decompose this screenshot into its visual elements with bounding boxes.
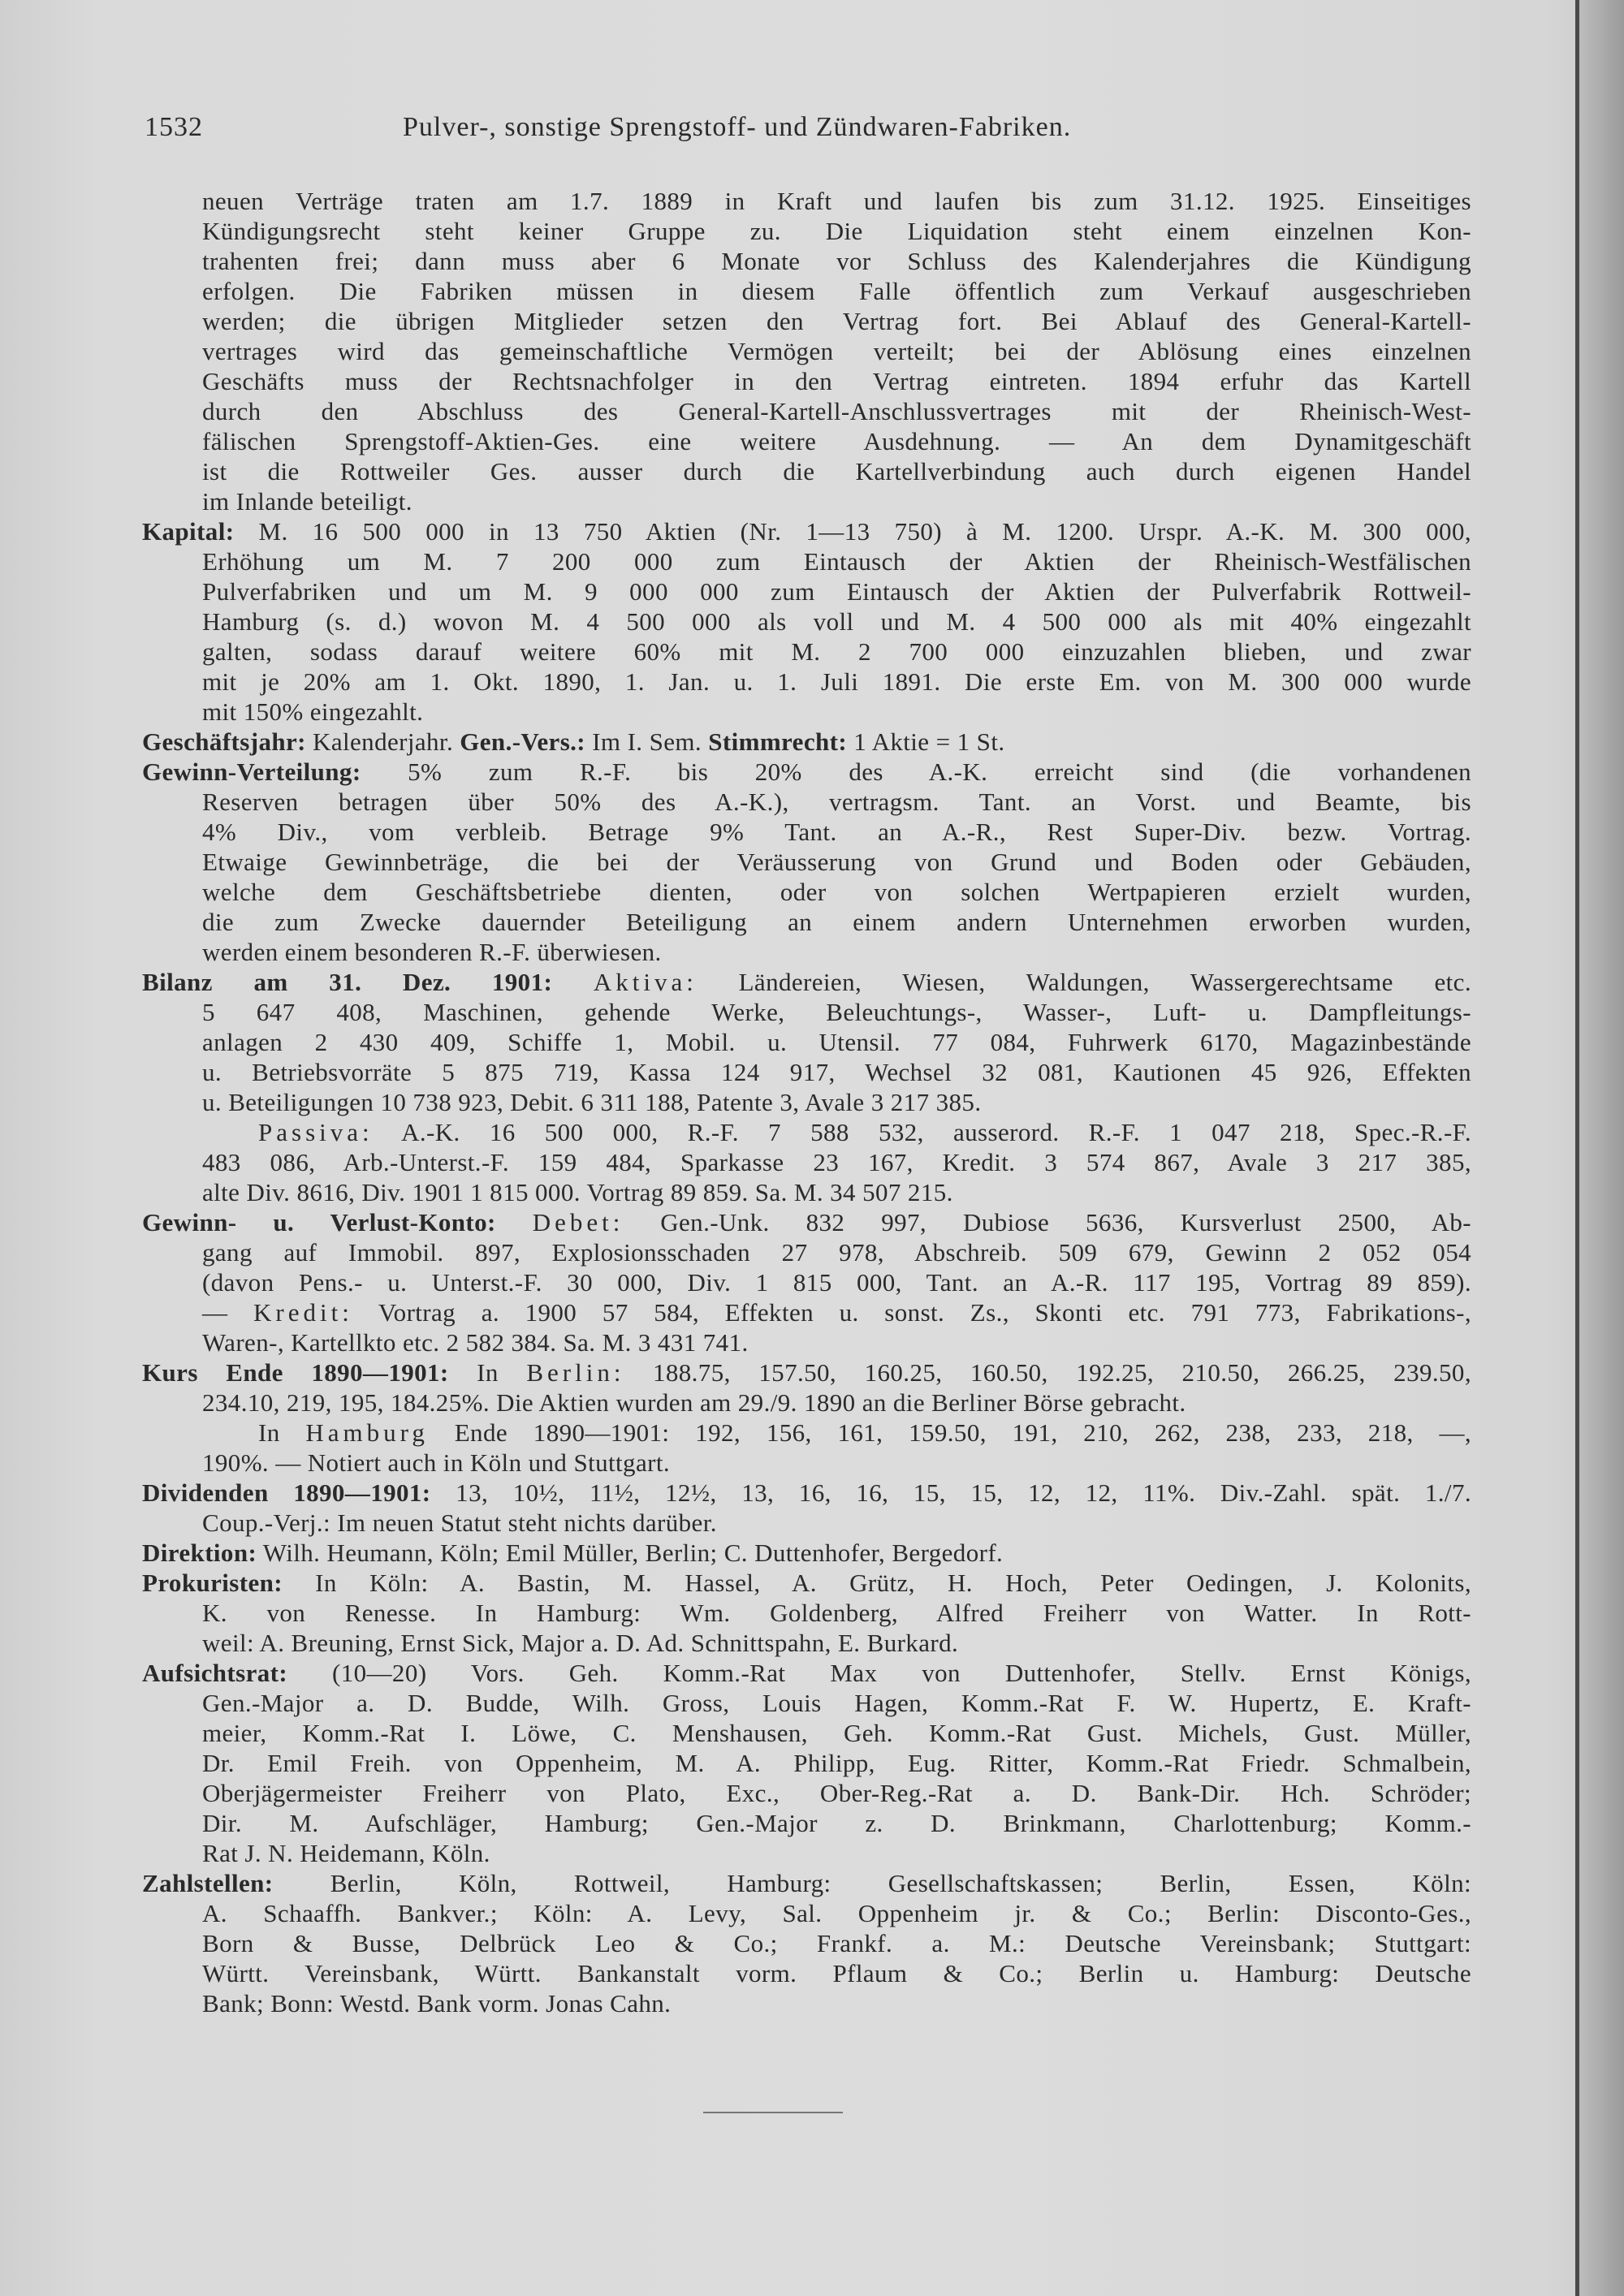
text-line [142, 877, 1471, 907]
text-line [142, 366, 1471, 396]
text-line [142, 276, 1471, 306]
text-line [142, 1718, 1471, 1748]
page-body [142, 186, 1471, 2018]
text-run: Hamburg (s. d.) wovon M. 4 500 000 als voll und M. 4 500 000 als mit 40% eingezahlt [202, 607, 1471, 636]
text-run: ist die Rottweiler Ges. ausser durch die Kartellverbindung auch durch eigenen Handel [202, 457, 1471, 486]
text-line [142, 1027, 1471, 1057]
section-label: Stimmrecht: [708, 727, 848, 756]
text-line [142, 1898, 1471, 1928]
text-run: trahenten frei; dann muss aber 6 Monate vor Schluss des Kalenderjahres die Kündigung [202, 247, 1471, 275]
text-run: werden einem besonderen R.-F. überwiesen. [202, 938, 662, 966]
text-line [142, 907, 1471, 937]
text-line [142, 1568, 1471, 1598]
section-dividenden [142, 1478, 1471, 1538]
section-zahlstellen [142, 1868, 1471, 2018]
text-run: 188.75, 157.50, 160.25, 160.50, 192.25, 210.50, 266.25, 239.50, [624, 1358, 1471, 1387]
text-line [142, 306, 1471, 336]
text-run: Gen.-Unk. 832 997, Dubiose 5636, Kursverlust 2500, Ab- [624, 1208, 1472, 1236]
text-line [142, 1508, 1471, 1538]
text-line [142, 727, 1471, 757]
text-run: Bank; Bonn: Westd. Bank vorm. Jonas Cahn. [202, 1989, 672, 2018]
text-line [142, 637, 1471, 667]
section-intro [142, 186, 1471, 516]
text-run: In [448, 1358, 527, 1387]
text-run: M. 16 500 000 in 13 750 Aktien (Nr. 1—13 750) à M. 1200. Urspr. A.-K. M. 300 000, [234, 517, 1471, 546]
section-label: Bilanz am 31. Dez. 1901: [142, 968, 553, 996]
text-run: Wilh. Heumann, Köln; Emil Müller, Berlin; C. Duttenhofer, Bergedorf. [257, 1539, 1004, 1567]
section-prokuristen [142, 1568, 1471, 1658]
text-run: fälischen Sprengstoff-Aktien-Ges. eine weitere Ausdehnung. — An dem Dynamitgeschäft [202, 427, 1471, 455]
page-header [145, 112, 1476, 148]
text-run: 5 647 408, Maschinen, gehende Werke, Beleuchtungs-, Wasser-, Luft- u. Dampfleitungs- [202, 998, 1471, 1026]
text-run: werden; die übrigen Mitglieder setzen den Vertrag fort. Bei Ablauf des General-Kartell- [202, 307, 1471, 335]
text-run: Coup.-Verj.: Im neuen Statut steht nichts darüber. [202, 1508, 717, 1537]
text-line [142, 336, 1471, 366]
text-run: Vortrag a. 1900 57 584, Effekten u. sonst. Zs., Skonti etc. 791 773, Fabrikations-, [352, 1298, 1471, 1327]
text-line [142, 1388, 1471, 1418]
section-bilanz [142, 967, 1471, 1207]
text-run: neuen Verträge traten am 1.7. 1889 in Kraft und laufen bis zum 31.12. 1925. Einseitiges [202, 187, 1471, 215]
text-line [142, 1057, 1471, 1087]
text-line [142, 1988, 1471, 2018]
text-run: Rat J. N. Heidemann, Köln. [202, 1839, 490, 1867]
text-line [142, 757, 1471, 787]
text-line [142, 937, 1471, 967]
section-kapital [142, 516, 1471, 727]
text-run: vertrages wird das gemeinschaftliche Vermögen verteilt; bei der Ablösung eines einzelnen [202, 337, 1471, 365]
spaced-heading: Hamburg [305, 1418, 429, 1447]
text-run: welche dem Geschäftsbetriebe dienten, oder von solchen Wertpapieren erzielt wurden, [202, 878, 1471, 906]
text-line [142, 186, 1471, 216]
text-run: Etwaige Gewinnbeträge, die bei der Veräusserung von Grund und Boden oder Gebäuden, [202, 848, 1471, 876]
text-run: Kalenderjahr. [305, 727, 460, 756]
text-run: erfolgen. Die Fabriken müssen in diesem Falle öffentlich zum Verkauf ausgeschrieben [202, 277, 1471, 305]
section-label: Prokuristen: [142, 1569, 283, 1597]
text-line [142, 1838, 1471, 1868]
text-run: 1 Aktie = 1 St. [847, 727, 1005, 756]
text-run: Geschäfts muss der Rechtsnachfolger in den Vertrag eintreten. 1894 erfuhr das Kartell [202, 367, 1471, 395]
text-line [142, 1297, 1471, 1327]
text-run: Dr. Emil Freih. von Oppenheim, M. A. Philipp, Eug. Ritter, Komm.-Rat Friedr. Schmalbein, [202, 1749, 1471, 1777]
end-rule [703, 2112, 843, 2113]
spaced-heading: Berlin: [526, 1358, 625, 1387]
text-line [142, 486, 1471, 516]
section-gewinn-verteilung [142, 757, 1471, 967]
page-number: 1532 [145, 112, 203, 142]
text-line [142, 1778, 1471, 1808]
text-run: 483 086, Arb.-Unterst.-F. 159 484, Sparkasse 23 167, Kredit. 3 574 867, Avale 3 217 385, [202, 1148, 1471, 1176]
text-line [142, 817, 1471, 847]
text-line [142, 967, 1471, 997]
text-line [142, 1538, 1471, 1568]
section-geschaeftsjahr [142, 727, 1471, 757]
text-line [142, 847, 1471, 877]
text-line [142, 456, 1471, 486]
text-run: (10—20) Vors. Geh. Komm.-Rat Max von Duttenhofer, Stellv. Ernst Königs, [287, 1659, 1471, 1687]
text-run: 234.10, 219, 195, 184.25%. Die Aktien wurden am 29./9. 1890 an die Berliner Börse gebracht. [202, 1388, 1186, 1417]
text-run: durch den Abschluss des General-Kartell-Anschlussvertrages mit der Rheinisch-West- [202, 397, 1471, 425]
text-run: meier, Komm.-Rat I. Löwe, C. Menshausen, Geh. Komm.-Rat Gust. Michels, Gust. Müller, [202, 1719, 1471, 1747]
text-run: Erhöhung um M. 7 200 000 zum Eintausch der Aktien der Rheinisch-Westfälischen [202, 547, 1471, 576]
running-title: Pulver-, sonstige Sprengstoff- und Zündwaren-Fabriken. [403, 112, 1072, 142]
section-label: Geschäftsjahr: [142, 727, 306, 756]
text-run: anlagen 2 430 409, Schiffe 1, Mobil. u. Utensil. 77 084, Fuhrwerk 6170, Magazinbestände [202, 1028, 1471, 1056]
section-label: Kurs Ende 1890—1901: [142, 1358, 449, 1387]
text-line [142, 1418, 1471, 1448]
text-line [142, 1448, 1471, 1478]
text-run: mit je 20% am 1. Okt. 1890, 1. Jan. u. 1. Juli 1891. Die erste Em. von M. 300 000 wurde [202, 667, 1471, 696]
section-label: Gewinn-Verteilung: [142, 757, 361, 786]
text-run: Berlin, Köln, Rottweil, Hamburg: Gesellschaftskassen; Berlin, Essen, Köln: [273, 1869, 1471, 1897]
text-run: A.-K. 16 500 000, R.-F. 7 588 532, ausserord. R.-F. 1 047 218, Spec.-R.-F. [373, 1118, 1471, 1146]
text-run [552, 968, 594, 996]
text-run [496, 1208, 533, 1236]
text-line [142, 667, 1471, 697]
text-run: galten, sodass darauf weitere 60% mit M. 2 700 000 einzuzahlen blieben, und zwar [202, 637, 1471, 666]
text-line [142, 697, 1471, 727]
section-aufsichtsrat [142, 1658, 1471, 1868]
text-line [142, 1598, 1471, 1628]
text-line [142, 1928, 1471, 1958]
text-line [142, 1207, 1471, 1237]
text-run: (davon Pens.- u. Unterst.-F. 30 000, Div. 1 815 000, Tant. an A.-R. 117 195, Vortrag 89 859). [202, 1268, 1471, 1297]
text-run: Born & Busse, Delbrück Leo & Co.; Frankf. a. M.: Deutsche Vereinsbank; Stuttgart: [202, 1929, 1471, 1957]
text-line [142, 396, 1471, 426]
text-run: 190%. — Notiert auch in Köln und Stuttgart. [202, 1448, 670, 1477]
text-run: mit 150% eingezahlt. [202, 697, 424, 726]
text-line [142, 1177, 1471, 1207]
section-label: Zahlstellen: [142, 1869, 274, 1897]
spaced-heading: Aktiva: [593, 968, 698, 996]
text-line [142, 1478, 1471, 1508]
text-run: 13, 10½, 11½, 12½, 13, 16, 16, 15, 15, 12, 12, 11%. Div.-Zahl. spät. 1./7. [430, 1478, 1471, 1507]
text-line [142, 1147, 1471, 1177]
text-line [142, 787, 1471, 817]
text-run: Waren-, Kartellkto etc. 2 582 384. Sa. M. 3 431 741. [202, 1328, 749, 1357]
text-run: Pulverfabriken und um M. 9 000 000 zum Eintausch der Aktien der Pulverfabrik Rottweil- [202, 577, 1471, 606]
text-run: 4% Div., vom verbleib. Betrage 9% Tant. an A.-R., Rest Super-Div. bezw. Vortrag. [202, 818, 1471, 846]
section-kurs [142, 1357, 1471, 1478]
section-label: Gewinn- u. Verlust-Konto: [142, 1208, 496, 1236]
text-run: Ländereien, Wiesen, Waldungen, Wassergerechtsame etc. [697, 968, 1471, 996]
text-run: Kündigungsrecht steht keiner Gruppe zu. Die Liquidation steht einem einzelnen Kon- [202, 217, 1471, 245]
section-label: Direktion: [142, 1539, 257, 1567]
section-label: Kapital: [142, 517, 235, 546]
text-line [142, 1688, 1471, 1718]
text-line [142, 546, 1471, 576]
text-run: die zum Zwecke dauernder Beteiligung an einem andern Unternehmen erworben wurden, [202, 908, 1471, 936]
text-line [142, 216, 1471, 246]
text-line [142, 1868, 1471, 1898]
section-label: Gen.-Vers.: [460, 727, 586, 756]
text-run: — [202, 1298, 254, 1327]
text-run: In Köln: A. Bastin, M. Hassel, A. Grütz, H. Hoch, Peter Oedingen, J. Kolonits, [283, 1569, 1471, 1597]
text-run: In [258, 1418, 306, 1447]
text-line [142, 246, 1471, 276]
text-run: u. Betriebsvorräte 5 875 719, Kassa 124 917, Wechsel 32 081, Kautionen 45 926, Effekten [202, 1058, 1471, 1086]
text-line [142, 1808, 1471, 1838]
text-run: K. von Renesse. In Hamburg: Wm. Goldenberg, Alfred Freiherr von Watter. In Rott- [202, 1599, 1471, 1627]
text-run: Württ. Vereinsbank, Württ. Bankanstalt vorm. Pflaum & Co.; Berlin u. Hamburg: Deutsche [202, 1959, 1471, 1987]
text-line [142, 1087, 1471, 1117]
section-label: Dividenden 1890—1901: [142, 1478, 431, 1507]
text-line [142, 576, 1471, 606]
text-run: Oberjägermeister Freiherr von Plato, Exc., Ober-Reg.-Rat a. D. Bank-Dir. Hch. Schröder; [202, 1779, 1471, 1807]
text-run: Ende 1890—1901: 192, 156, 161, 159.50, 191, 210, 262, 238, 233, 218, —, [428, 1418, 1471, 1447]
section-direktion [142, 1538, 1471, 1568]
text-line [142, 516, 1471, 546]
text-line [142, 1958, 1471, 1988]
text-run: alte Div. 8616, Div. 1901 1 815 000. Vortrag 89 859. Sa. M. 34 507 215. [202, 1178, 953, 1206]
text-run: gang auf Immobil. 897, Explosionsschaden 27 978, Abschreib. 509 679, Gewinn 2 052 054 [202, 1238, 1471, 1267]
section-gewinn-verlust-konto [142, 1207, 1471, 1357]
text-run: A. Schaaffh. Bankver.; Köln: A. Levy, Sal. Oppenheim jr. & Co.; Berlin: Disconto-Ges., [202, 1899, 1471, 1927]
text-line [142, 426, 1471, 456]
page-edge-shadow [1579, 0, 1624, 2296]
text-line [142, 1748, 1471, 1778]
spaced-heading: Passiva: [258, 1118, 374, 1146]
text-line [142, 606, 1471, 637]
spaced-heading: Kredit: [253, 1298, 353, 1327]
text-line [142, 1117, 1471, 1147]
text-run: Im I. Sem. [585, 727, 709, 756]
text-line [142, 1658, 1471, 1688]
section-label: Aufsichtsrat: [142, 1659, 288, 1687]
text-line [142, 1357, 1471, 1388]
text-line [142, 997, 1471, 1027]
text-run: Gen.-Major a. D. Budde, Wilh. Gross, Louis Hagen, Komm.-Rat F. W. Hupertz, E. Kraft- [202, 1689, 1471, 1717]
text-run: Dir. M. Aufschläger, Hamburg; Gen.-Major z. D. Brinkmann, Charlottenburg; Komm.- [202, 1809, 1471, 1837]
text-run: u. Beteiligungen 10 738 923, Debit. 6 311 188, Patente 3, Avale 3 217 385. [202, 1088, 982, 1116]
text-line [142, 1327, 1471, 1357]
text-run: Reserven betragen über 50% des A.-K.), vertragsm. Tant. an Vorst. und Beamte, bis [202, 788, 1471, 816]
text-line [142, 1237, 1471, 1267]
text-line [142, 1628, 1471, 1658]
text-run: weil: A. Breuning, Ernst Sick, Major a. D. Ad. Schnittspahn, E. Burkard. [202, 1629, 959, 1657]
text-line [142, 1267, 1471, 1297]
text-run: im Inlande beteiligt. [202, 487, 412, 516]
text-run: 5% zum R.-F. bis 20% des A.-K. erreicht sind (die vorhandenen [361, 757, 1471, 786]
spaced-heading: Debet: [532, 1208, 624, 1236]
